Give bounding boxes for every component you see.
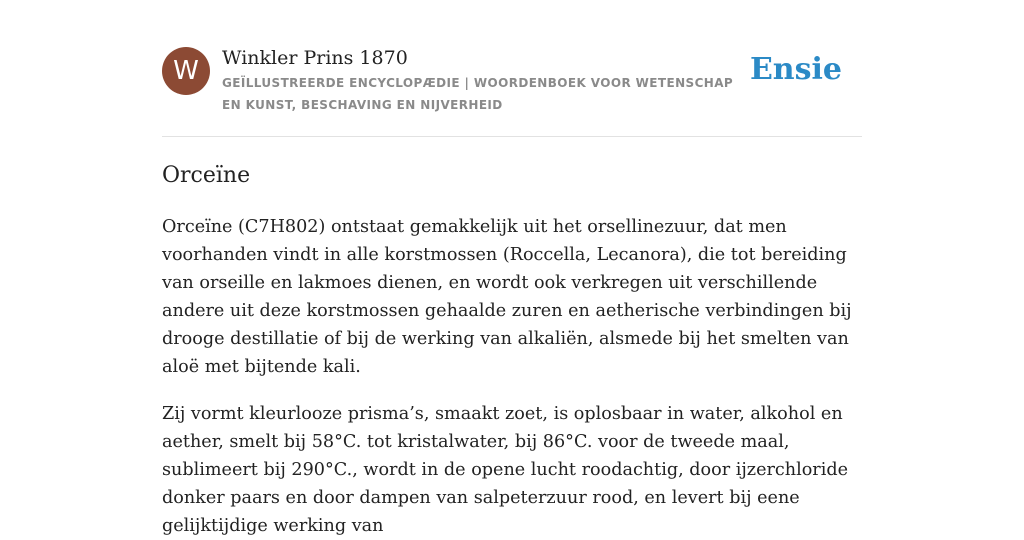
article-paragraph: Zij vormt kleurlooze prisma’s, smaakt zoet, is oplosbaar in water, alkohol en aether, smelt bij 58°C. tot kristalwater, bij 86°C. voor de tweede maal, sublimeert bij 290°C., wordt in de opene lucht roodachtig, door ijzerchloride donker paars en door dampen van salpeterzuur rood, en levert bij eene gelijktijdige werking van: [162, 404, 849, 536]
source-title[interactable]: Winkler Prins 1870: [222, 47, 408, 69]
source-header: [162, 0, 862, 137]
source-subtitle: GEÏLLUSTREERDE ENCYCLOPÆDIE | WOORDENBOEK VOOR WETENSCHAP EN KUNST, BESCHAVING EN NIJVERHEID: [222, 76, 734, 112]
article-body: [162, 213, 862, 540]
page: [162, 0, 862, 540]
brand-logo[interactable]: Ensie: [749, 52, 842, 87]
source-info: [222, 45, 752, 116]
page-title: Orceïne: [162, 163, 251, 188]
avatar: W: [162, 47, 210, 95]
article-paragraph: Orceïne (C7H802) ontstaat gemakkelijk uit het orsellinezuur, dat men voorhanden vindt in alle korstmossen (Roccella, Lecanora), die tot bereiding van orseille en lakmoes dienen, en wordt ook verkregen uit verschillende andere uit deze korstmossen gehaalde zuren en aetherische verbindingen bij drooge destillatie of bij de werking van alkaliën, alsmede bij het smelten van aloë met bijtende kali.: [162, 217, 852, 377]
